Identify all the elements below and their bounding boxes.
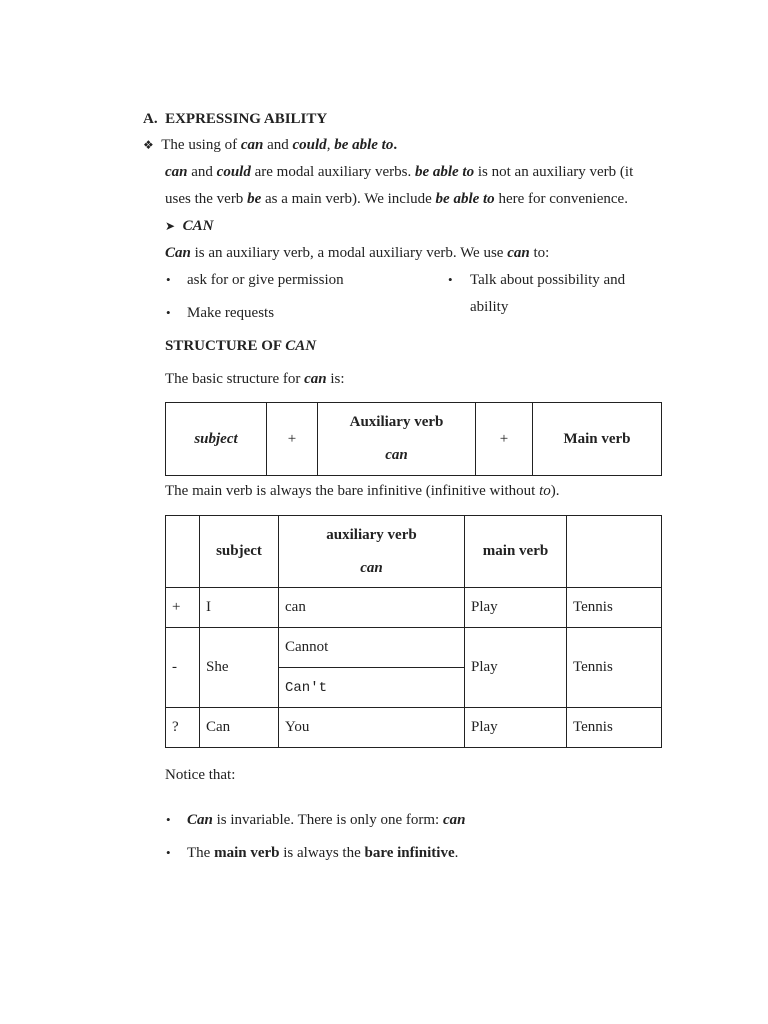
heading-text: EXPRESSING ABILITY — [165, 111, 328, 127]
intro-could: could — [292, 137, 327, 153]
t2-head-subject: subject — [200, 516, 279, 588]
t2-r1-obj: Tennis — [567, 588, 662, 628]
use-item-possibility-l2: ability — [470, 299, 509, 315]
t2-r3-subject: Can — [200, 708, 279, 748]
basic-structure-table — [165, 402, 662, 476]
intro-period: . — [393, 137, 398, 153]
p2-can: Can — [165, 245, 191, 261]
section-heading — [143, 110, 327, 128]
note-invariable — [187, 811, 465, 829]
t1-subject: subject — [166, 403, 267, 476]
p1-and: and — [187, 164, 217, 180]
basic-can: can — [304, 371, 327, 387]
n2-bare: bare infinitive — [364, 845, 455, 861]
t1-main: Main verb — [533, 403, 662, 476]
t1-aux-cell — [318, 403, 476, 476]
p1l2-text: uses the verb — [165, 191, 248, 207]
t2-r2-main: Play — [465, 628, 567, 708]
t1-aux: Auxiliary verb — [349, 414, 444, 430]
table-row — [166, 628, 662, 668]
use-item-possibility-l1: Talk about possibility and — [470, 272, 626, 288]
t2-r2-subject: She — [200, 628, 279, 708]
p2-can2: can — [507, 245, 530, 261]
t2-r2-obj: Tennis — [567, 628, 662, 708]
use-item-permission: ask for or give permission — [187, 272, 344, 288]
t2-r1-subject: I — [200, 588, 279, 628]
t2-r2-sign: - — [166, 628, 200, 708]
bare-end: ). — [550, 483, 560, 499]
notice-heading: Notice that: — [165, 767, 236, 783]
p1-can: can — [165, 164, 188, 180]
t2-r2-aux-cannot: Cannot — [279, 628, 465, 668]
n2-text2: is always the — [279, 845, 365, 861]
p2-text: is an auxiliary verb, a modal auxiliary verb. We use — [190, 245, 508, 261]
bullet-dot-icon: • — [166, 812, 171, 827]
p1-be-able-to: be able to — [414, 164, 475, 180]
para2 — [165, 244, 549, 262]
para1-line1 — [165, 163, 633, 181]
intro-comma: , — [326, 137, 335, 153]
heading-number: A. — [143, 111, 158, 127]
para1-line2 — [165, 190, 628, 208]
t2-head-obj — [567, 516, 662, 588]
subheading-text: CAN — [182, 218, 214, 234]
t2-r3-sign: ? — [166, 708, 200, 748]
bare-infinitive-note — [165, 482, 560, 500]
t2-r1-main: Play — [465, 588, 567, 628]
intro-can: can — [240, 137, 264, 153]
n1-text: is invariable. There is only one form: — [212, 812, 443, 828]
t2-head-sign — [166, 516, 200, 588]
diamond-bullet-icon: ❖ — [143, 138, 154, 152]
bare-to: to — [539, 483, 551, 499]
intro-text: The using of — [161, 137, 241, 153]
n2-text: The — [187, 845, 215, 861]
conjugation-table — [165, 515, 662, 748]
p1-text: are modal auxiliary verbs. — [250, 164, 415, 180]
t2-r3-obj: Tennis — [567, 708, 662, 748]
bare-text: The main verb is always the bare infinitive (infinitive without — [165, 483, 540, 499]
bullet-dot-icon: • — [166, 845, 171, 860]
table-row — [166, 516, 662, 588]
t2-r1-sign: + — [166, 588, 200, 628]
p1l2-text2: as a main verb). We include — [261, 191, 436, 207]
p1-could: could — [216, 164, 251, 180]
p1l2-be: be — [247, 191, 262, 207]
bullet-dot-icon: • — [166, 272, 171, 287]
t2-r3-main: Play — [465, 708, 567, 748]
t2-head-main: main verb — [465, 516, 567, 588]
t2-head-aux-can: can — [360, 559, 383, 576]
p1l2-text3: here for convenience. — [494, 191, 628, 207]
t2-r2-aux-cant: Can't — [279, 668, 465, 708]
basic-end: is: — [326, 371, 345, 387]
p2-end: to: — [529, 245, 550, 261]
p1l2-be-able-to: be able to — [435, 191, 495, 207]
t1-plus2: + — [476, 403, 533, 476]
t2-head-aux-cell — [279, 516, 465, 588]
subheading-can — [165, 217, 213, 235]
structure-can: CAN — [285, 338, 317, 354]
t2-r3-aux: You — [279, 708, 465, 748]
structure-heading — [165, 337, 316, 355]
p1-text-end: is not an auxiliary verb (it — [474, 164, 634, 180]
note-bare-infinitive — [187, 844, 458, 862]
t1-plus1: + — [267, 403, 318, 476]
n2-main-verb: main verb — [214, 845, 280, 861]
t2-head-aux: auxiliary verb — [326, 526, 417, 543]
intro-line — [143, 136, 397, 154]
table-row — [166, 708, 662, 748]
use-item-requests: Make requests — [187, 305, 275, 321]
t2-r1-aux: can — [279, 588, 465, 628]
n1-can2: can — [442, 812, 466, 828]
t1-aux-can: can — [385, 447, 408, 463]
n2-period: . — [454, 845, 459, 861]
n1-can: Can — [187, 812, 213, 828]
intro-and: and — [263, 137, 293, 153]
bullet-dot-icon: • — [448, 272, 453, 287]
basic-structure-line — [165, 370, 345, 388]
table-row — [166, 588, 662, 628]
arrow-bullet-icon: ➤ — [165, 219, 176, 233]
intro-be-able-to: be able to — [334, 137, 394, 153]
structure-text: STRUCTURE OF — [165, 338, 286, 354]
basic-text: The basic structure for — [165, 371, 305, 387]
bullet-dot-icon: • — [166, 305, 171, 320]
